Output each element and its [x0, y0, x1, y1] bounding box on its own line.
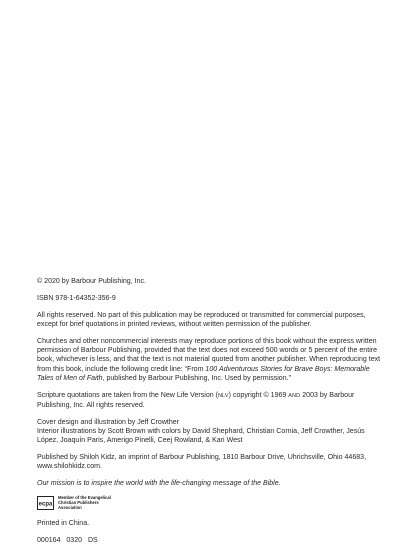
credits-paragraph: [37, 418, 383, 446]
isbn-line: ISBN 978-1-64352-356-9: [37, 294, 116, 302]
scripture-text-1: Scripture quotations are taken from the New Life Version (: [37, 391, 218, 399]
cover-credit: Cover design and illustration by Jeff Crowther: [37, 418, 180, 426]
churches-text-2: , published by Barbour Publishing, Inc. Used by permission.”: [102, 374, 291, 382]
churches-text-1: Churches and other noncommercial interests may reproduce portions of this book without the express written permission of Barbour Publishing, provided that the text does not exceed 500 words or 5 percent of the entire book, whichever is less, and that the text is not material quoted from another publisher. When reproducing text from this book, include the following credit line: “From: [37, 337, 381, 373]
ecpa-logo-icon: [37, 496, 54, 510]
scripture-text-2: ) copyright © 1969: [228, 391, 289, 399]
nlv-abbrev: NLV: [217, 392, 229, 399]
ecpa-caption: Member of the Evangelical Christian Publishers Association: [58, 495, 111, 510]
ecpa-logo: [37, 496, 383, 510]
book-title: 100 Adventurous Stories for Brave Boys: Memorable Tales of Men of Faith: [37, 365, 370, 382]
copyright-block: [37, 277, 383, 553]
scripture-text-3: 2003 by Barbour Publishing, Inc. All rights reserved.: [37, 391, 355, 409]
churches-paragraph: [37, 337, 383, 383]
publisher-paragraph: Published by Shiloh Kidz, an imprint of Barbour Publishing, 1810 Barbour Drive, Uhrichsville, Ohio 44683, www.shilohkidz.com.: [37, 454, 367, 471]
print-code: 000164 0320 DS: [37, 537, 98, 545]
ecpa-mark-icon: [38, 497, 53, 509]
ecpa-mark-text: ecpa: [38, 501, 53, 508]
printed-line: Printed in China.: [37, 520, 90, 528]
interior-credit: Interior illustrations by Scott Brown with colors by David Shephard, Christian Cornia, Jeff Crowther, Jesús López, Joaquín Paris, Amerigo Pinelli, Ceej Rowland, & Kari West: [37, 428, 365, 445]
rights-paragraph: All rights reserved. No part of this publication may be reproduced or transmitted for commercial purposes, except for brief quotations in printed reviews, without written permission of the publisher.: [37, 311, 366, 328]
copyright-line: © 2020 by Barbour Publishing, Inc.: [37, 278, 147, 285]
and-word: AND: [288, 392, 301, 399]
mission-statement: Our mission is to inspire the world with the life-changing message of the Bible.: [37, 480, 281, 488]
scripture-paragraph: [37, 391, 383, 411]
